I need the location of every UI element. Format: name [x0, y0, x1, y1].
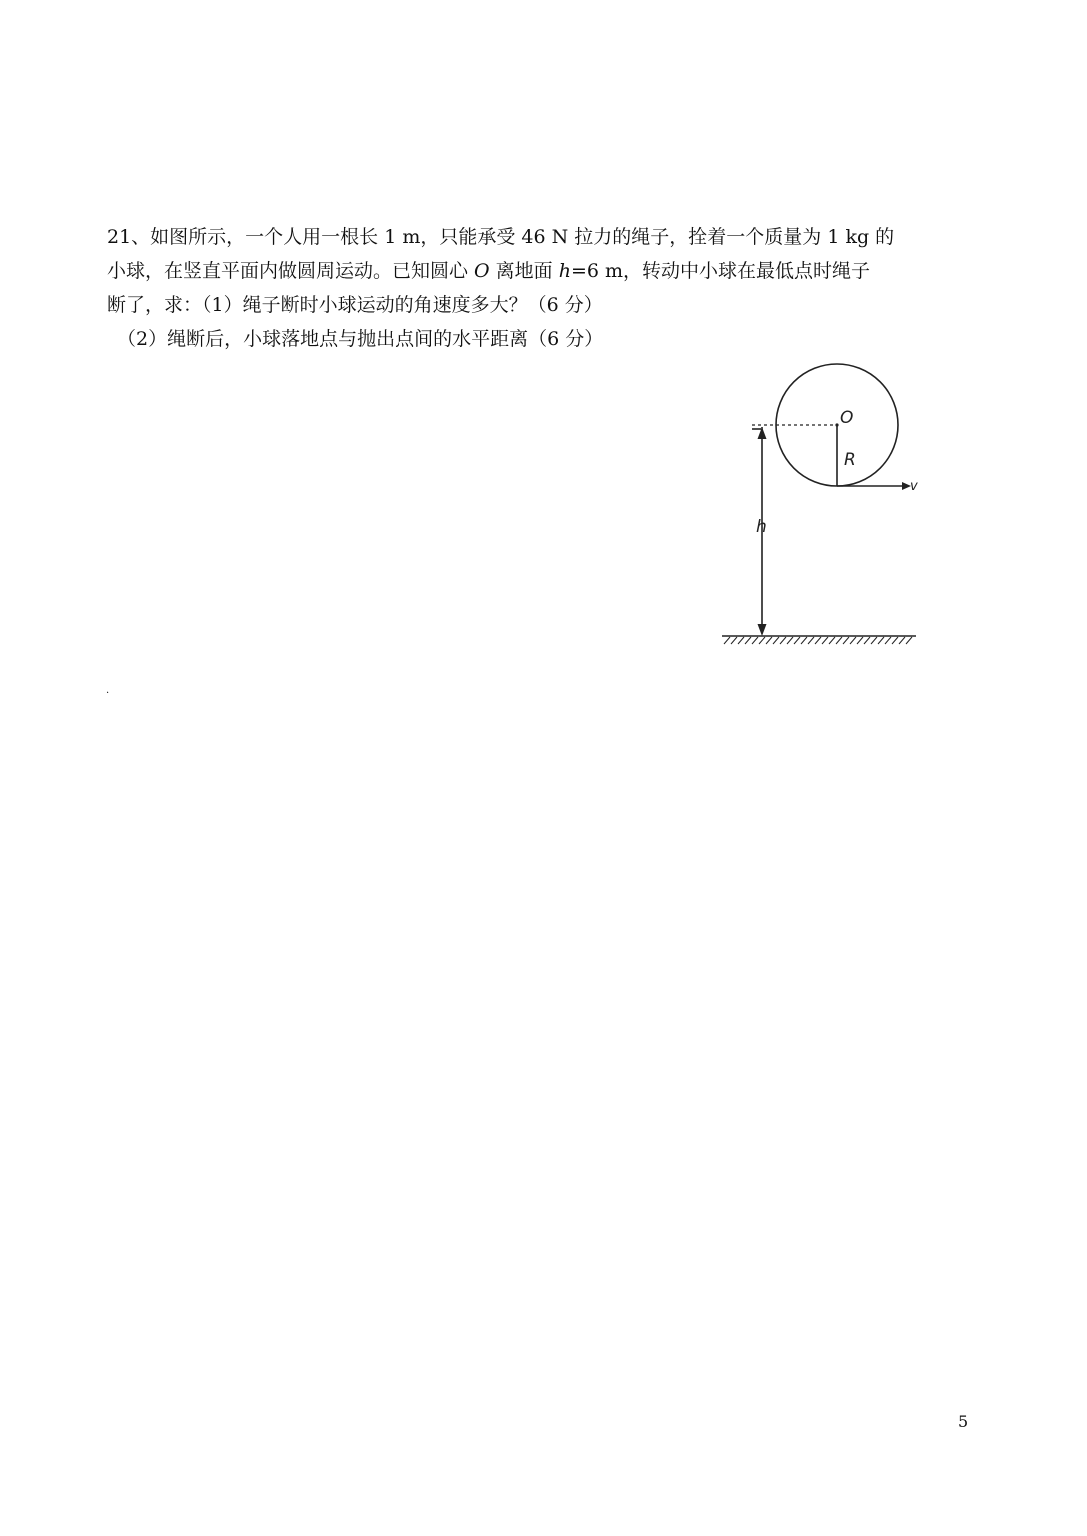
velocity-label: v	[910, 479, 918, 494]
height-label: h	[756, 517, 767, 537]
radius-label: R	[844, 450, 856, 470]
center-symbol-text: O	[474, 260, 490, 282]
question-line-4: （2）绳断后，小球落地点与抛出点间的水平距离（6 分）	[117, 328, 604, 350]
height-down-arrowhead	[758, 624, 767, 636]
question-line-1: 21、如图所示，一个人用一根长 1 m，只能承受 46 N 拉力的绳子，拴着一个质量为 1 kg 的	[107, 226, 895, 248]
question-21	[107, 220, 987, 356]
stray-dot-mark: .	[106, 685, 110, 696]
question-line-2-end: =6 m，转动中小球在最低点时绳子	[570, 260, 871, 282]
page-number: 5	[958, 1412, 969, 1431]
question-line-2-start: 小球，在竖直平面内做圆周运动。已知圆心	[107, 260, 475, 282]
circular-motion-diagram	[712, 355, 932, 655]
height-symbol-text: h	[558, 260, 571, 282]
question-line-3: 断了，求：（1）绳子断时小球运动的角速度多大？（6 分）	[107, 294, 603, 316]
center-label: O	[840, 408, 854, 428]
question-line-2-middle: 离地面	[489, 260, 559, 282]
ground-hatching	[724, 637, 912, 644]
diagram-svg	[712, 355, 932, 655]
question-line-2	[107, 254, 987, 288]
